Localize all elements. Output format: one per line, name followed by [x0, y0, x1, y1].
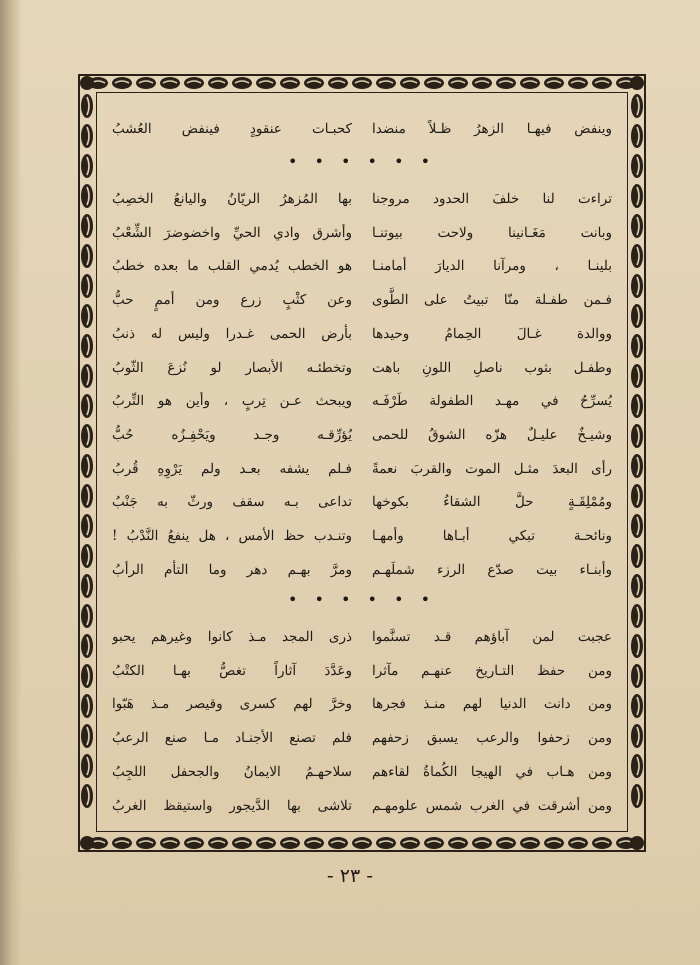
- intro-verse: [112, 116, 612, 142]
- verse-second-hemistich: بأرض الحمى غـدرا وليس له ذنبُ: [112, 325, 352, 342]
- verse-line: [112, 220, 612, 246]
- verse-first-hemistich: وشيـخٌ عليـلٌ هزّه الشوقُ للحمى: [372, 426, 612, 443]
- verse-line: [112, 489, 612, 515]
- verse-line: [112, 186, 612, 212]
- verse-line: [112, 725, 612, 751]
- verse-first-hemistich: تراءت لنا خلفَ الحدود مروجنا: [372, 191, 612, 207]
- verse-second-hemistich: بها المُزهرُ الريّانُ واليانعُ الخصِبُ: [112, 191, 352, 207]
- verse-second-hemistich: ذرى المجد مـذ كانوا وغيرهم يحبو: [112, 629, 352, 645]
- verse-line: [112, 253, 612, 279]
- verse-second-hemistich: وتنـدب حظ الأمس ، هل ينفعُ النَّدْبُ !: [112, 528, 352, 544]
- verse-first-hemistich: ومن حفظ التـاريخ عنهـم مآثرا: [372, 662, 612, 679]
- verse-second-hemistich: ومرَّ بهـم دهر وما التأم الرأبُ: [112, 561, 352, 578]
- verse-second-hemistich: فلم تصنع الأجنـاد مـا صنع الرعبُ: [112, 730, 352, 747]
- verse-second-hemistich: تلاشى بها الدَّيجور واستيقظ الغربُ: [112, 797, 352, 814]
- verse-second-hemistich: وعَدَّدَ آثاراً تغصُّ بهـا الكتْبُ: [112, 662, 352, 679]
- verse-line: [112, 422, 612, 448]
- poem-body: [112, 104, 612, 824]
- verse-line: [112, 355, 612, 381]
- verse-line: [112, 793, 612, 819]
- verse-first-hemistich: ووالدة غـالَ الحِمامُ وحيدها: [372, 325, 612, 342]
- section-separator: • • • • • •: [287, 152, 437, 171]
- verse-line: [112, 658, 612, 684]
- verse-first-hemistich: فـمن طفـلة منّا تبيتُ على الطَّوى: [372, 292, 612, 309]
- verse-first-hemistich: وطفـل بثوب ناصلِ اللونِ باهت: [372, 359, 612, 376]
- verse-line: [112, 287, 612, 313]
- verse-line: [112, 691, 612, 717]
- verse-first-hemistich: ومن أشرقت في الغرب شمس علومهـم: [372, 797, 612, 814]
- page-number: - ٢٣ -: [326, 865, 374, 887]
- verse-first-hemistich: وبانت مَغَـانينا ولاحت بيوتنـا: [372, 224, 612, 241]
- verse-second-hemistich: وعن كثْبٍ زرع ومن أممٍ حبُّ: [112, 292, 352, 309]
- verse-second-hemistich: ويبحث عـن تِربٍ ، وأين هو التِّربُ: [112, 393, 352, 410]
- verse-second-hemistich: وخرَّ لهم كسرى وقيصر مـذ هَبّوا: [112, 696, 352, 713]
- verse-first-hemistich: وينفض فيهـا الزهرُ ظـلاً منضدا: [372, 121, 612, 137]
- verse-first-hemistich: عجبت لمن آباؤهم قـد تسنَّموا: [372, 629, 612, 645]
- verse-second-hemistich: وتخطئـه الأبصار لو نُزعَ الثّوبُ: [112, 359, 352, 376]
- verse-first-hemistich: يُسرِّحُ في مهـد الطفولة طَرْفَـه: [372, 393, 612, 410]
- verse-line: [112, 624, 612, 650]
- verse-line: [112, 523, 612, 549]
- verse-line: [112, 388, 612, 414]
- verse-second-hemistich: وأشرق وادي الحيِّ واخضوضرَ الشِّعْبُ: [112, 224, 352, 241]
- verse-line: [112, 557, 612, 583]
- verse-line: [112, 321, 612, 347]
- verse-second-hemistich: فـلم يشفه بعـد ولم يَرْوِهِ قُربُ: [112, 460, 352, 477]
- verse-first-hemistich: ونائحـة تبكي أبـاها وأمهـا: [372, 528, 612, 544]
- verse-second-hemistich: سلاحهـمُ الايمانُ والجحفل اللجِبُ: [112, 763, 352, 780]
- verse-first-hemistich: ومُمْلِقَـةٍ حلَّ الشقاءُ بكوخها: [372, 494, 612, 511]
- section-separator: • • • • • •: [287, 590, 437, 609]
- verse-second-hemistich: هو الخطب يُدمي القلب ما بعده خطبُ: [112, 258, 352, 275]
- verse-first-hemistich: ومن زحفوا والرعب يسبق زحفهم: [372, 730, 612, 747]
- verse-first-hemistich: وأبنـاء بيت صدّع الرزء شملَهـم: [372, 561, 612, 578]
- verse-first-hemistich: ومن هـاب في الهيجا الكُماةُ لقاءهم: [372, 763, 612, 780]
- verse-first-hemistich: ومن دانت الدنيا لهم منـذ فجرها: [372, 696, 612, 713]
- verse-line: [112, 456, 612, 482]
- verse-first-hemistich: بلينـا ، ومرآنا الديارَ أمامنـا: [372, 258, 612, 275]
- verse-line: [112, 759, 612, 785]
- verse-first-hemistich: رأى البعدَ مثـل الموت والقربَ نعمةً: [372, 460, 612, 477]
- verse-second-hemistich: كحبـات عنقودٍ فينفض العُشبُ: [112, 121, 352, 137]
- verse-second-hemistich: يُؤرِّقـه وجـد ويَحْفِـزُه حُبُّ: [112, 426, 352, 443]
- verse-second-hemistich: تداعى بـه سقف ورثّ به جَنْبُ: [112, 494, 352, 511]
